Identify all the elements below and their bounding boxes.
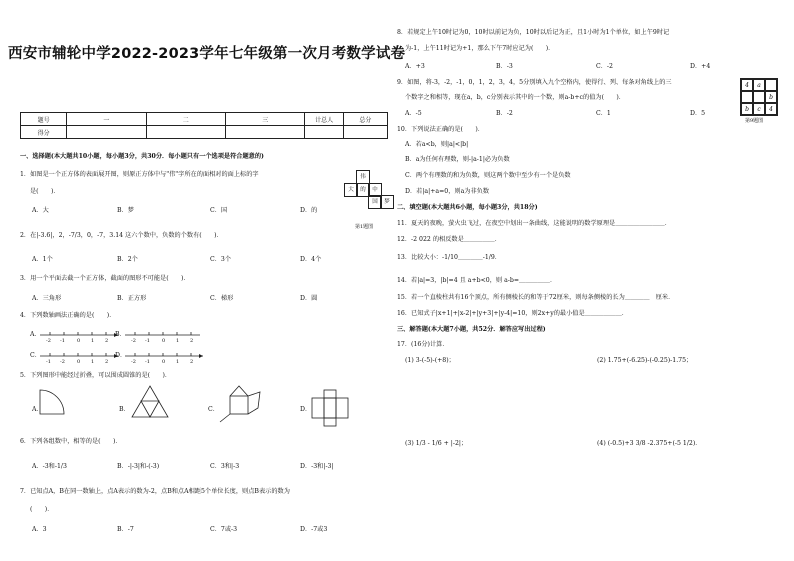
cone-net-figure	[218, 384, 268, 424]
score-header: 计总人	[305, 113, 343, 126]
q6-option-d[interactable]: D．-3和|-3|	[300, 463, 334, 470]
q10-stem: 10．下列说法正确的是( )．	[397, 126, 484, 133]
q3-option-a[interactable]: A．三角形	[32, 295, 62, 302]
q8-option-c[interactable]: C．-2	[596, 63, 613, 70]
q4-option-c[interactable]: C．	[30, 352, 41, 359]
grid-cell	[753, 91, 765, 103]
tick-label: 0	[77, 359, 81, 365]
q5-option-a[interactable]: A．	[32, 406, 43, 413]
q1-stem2: 是( )．	[30, 188, 60, 195]
score-header: 题号	[21, 113, 67, 126]
tick-label: -2	[131, 338, 136, 344]
tick-label: -1	[60, 338, 65, 344]
q2-option-b[interactable]: B．2个	[117, 256, 138, 263]
tick-label: -2	[46, 338, 51, 344]
score-header: 三	[226, 113, 305, 126]
cube-face: 梦	[380, 195, 394, 209]
magic-square-grid	[740, 78, 778, 116]
section1-heading: 一、选择题(本大题共10小题，每小题3分，共30分．每小题只有一个选项是符合题意的)	[20, 153, 264, 160]
sector-figure	[38, 388, 68, 418]
grid-cell: a	[753, 79, 765, 91]
q9-stem2: 个数字之和相等，现在a，b，c分别表示其中的一个数，则a-b+c的值为( )．	[405, 94, 625, 101]
q12: 12．-2 022 的相反数是＿＿＿＿＿．	[397, 236, 501, 243]
cube-face: 伟	[356, 170, 370, 184]
q5-option-b[interactable]: B．	[119, 406, 130, 413]
cube-face: 大	[344, 183, 358, 197]
cube-face: 中	[368, 183, 382, 197]
tick-label: 1	[176, 359, 180, 365]
prism-net-figure	[310, 388, 360, 428]
tick-label: -2	[131, 359, 136, 365]
grid-cell: b	[741, 103, 753, 115]
score-table	[20, 112, 388, 139]
q9-option-c[interactable]: C．1	[596, 110, 611, 117]
tick-label: 2	[105, 338, 109, 344]
score-cell[interactable]	[343, 126, 387, 139]
q9-option-b[interactable]: B．-2	[496, 110, 513, 117]
q7-stem2: ( )．	[30, 506, 54, 513]
q5-option-d[interactable]: D．	[300, 406, 312, 413]
q3-stem: 3．用一个平面去截一个正方体，截面的图形不可能是( )．	[20, 275, 190, 282]
q10-option-d[interactable]: D．若|a|+a=0，则a为非负数	[405, 188, 490, 195]
tick-label: 1	[91, 338, 95, 344]
q7-option-d[interactable]: D．-7或3	[300, 526, 328, 533]
q1-figure-caption: 第1题图	[355, 224, 374, 230]
q16: 16．已知式子|x+1|+|x-2|+|y+3|+|y-4|=10，则2x+y的最小值是＿＿＿＿＿＿．	[397, 310, 628, 317]
q1-option-c[interactable]: C．国	[210, 207, 228, 214]
score-cell[interactable]	[67, 126, 146, 139]
q5-stem: 5．下列图形中能经过折叠，可以围成圆锥的是( )．	[20, 372, 172, 379]
score-header: 总分	[343, 113, 387, 126]
tick-label: 0	[162, 359, 166, 365]
score-cell[interactable]	[226, 126, 305, 139]
q14: 14．若|a|=3，|b|=4 且 a+b<0，则 a-b=＿＿＿＿＿．	[397, 277, 557, 284]
q3-option-c[interactable]: C．梯形	[210, 295, 234, 302]
tick-label: 1	[176, 338, 180, 344]
q5-option-c[interactable]: C．	[208, 406, 219, 413]
score-cell[interactable]	[146, 126, 225, 139]
tick-label: -1	[145, 338, 150, 344]
q17-stem: 17．(16分)计算．	[397, 341, 449, 348]
q2-option-d[interactable]: D．4个	[300, 256, 322, 263]
q8-stem: 8．若规定上午10时记为0，10时以前记为负，10时以后记为正，且1小时为1个单位，如上午9时记	[397, 29, 670, 36]
q3-option-d[interactable]: D．圆	[300, 295, 318, 302]
q4-option-b[interactable]: B．	[115, 331, 126, 338]
q9-stem: 9．如图，将-3，-2，-1，0，1，2，3，4，5分别填入九个空格内，使得行、列、每条对角线上的三	[397, 79, 672, 86]
q10-option-c[interactable]: C．两个有理数的和为负数，则这两个数中至少有一个是负数	[405, 172, 571, 179]
q6-option-a[interactable]: A．-3和-1/3	[32, 463, 67, 470]
tick-label: -1	[46, 359, 51, 365]
score-cell[interactable]	[305, 126, 343, 139]
q8-stem2: 为-1，上午11时记为+1，那么下午7时应记为( )．	[405, 45, 555, 52]
q8-option-b[interactable]: B．-3	[496, 63, 513, 70]
cube-face: 的	[356, 183, 370, 197]
tick-label: -1	[145, 359, 150, 365]
grid-cell: b	[765, 91, 777, 103]
score-header: 二	[146, 113, 225, 126]
triangle-figure	[130, 385, 170, 419]
tick-label: 0	[162, 338, 166, 344]
q9-option-d[interactable]: D．5	[690, 110, 706, 117]
q7-option-b[interactable]: B．-7	[117, 526, 134, 533]
q17-part1: (1) 3-(-5)-(+8)；	[405, 357, 455, 364]
q6-option-c[interactable]: C．3和|-3	[210, 463, 240, 470]
q1-option-a[interactable]: A．大	[32, 207, 49, 214]
q17-part3: (3) 1/3 - 1/6 + |-2|；	[405, 440, 468, 447]
q17-part4: (4) (-0.5)+3 3/8 -2.375+(-5 1/2)．	[597, 440, 702, 447]
tick-label: 2	[190, 359, 194, 365]
q9-option-a[interactable]: A．-5	[405, 110, 422, 117]
tick-label: 2	[190, 338, 194, 344]
score-header: 一	[67, 113, 146, 126]
q4-option-d[interactable]: D．	[115, 352, 127, 359]
tick-label: -2	[60, 359, 65, 365]
tick-label: 0	[77, 338, 81, 344]
grid-cell: 4	[765, 103, 777, 115]
q1-stem: 1．如图是一个正方体的表面展开图，则原正方体中与"伟"字所在的面相对的面上标的字	[20, 171, 259, 178]
q2-option-c[interactable]: C．3个	[210, 256, 232, 263]
grid-cell: 4	[741, 79, 753, 91]
q8-option-a[interactable]: A．+3	[405, 63, 425, 70]
q8-option-d[interactable]: D．+4	[690, 63, 711, 70]
q2-option-a[interactable]: A．1个	[32, 256, 53, 263]
q3-option-b[interactable]: B．正方形	[117, 295, 147, 302]
grid-cell	[741, 91, 753, 103]
q7-stem: 7．已知点A，B在同一数轴上，点A表示的数为-2，点B和点A相距5个单位长度，则点B表示的数为	[20, 488, 290, 495]
q4-stem: 4．下列数轴画法正确的是( )．	[20, 312, 116, 319]
q13: 13．比较大小：-1/10＿＿＿＿-1/9．	[397, 254, 501, 261]
q11: 11．夏天的夜晚，萤火虫飞过，在夜空中划出一条曲线，这能说明的数学原理是＿＿＿＿＿＿＿＿．	[397, 220, 671, 227]
q1-option-d[interactable]: D．的	[300, 207, 318, 214]
grid-cell	[765, 79, 777, 91]
q1-option-b[interactable]: B．梦	[117, 207, 134, 214]
q17-part2: (2) 1.75+(-6.25)-(-0.25)-1.75；	[597, 357, 693, 364]
section3-heading: 三、解答题(本大题7小题，共52分．解答应写出过程)	[397, 326, 546, 333]
q9-figure-caption: 第9题图	[745, 118, 764, 124]
tick-label: 1	[91, 359, 95, 365]
cube-face: 国	[368, 195, 382, 209]
section2-heading: 二、填空题(本大题共6小题，每小题3分，共18分)	[397, 204, 538, 211]
q10-option-b[interactable]: B．a为任何有理数，则-|a-1|必为负数	[405, 156, 510, 163]
grid-cell: c	[753, 103, 765, 115]
q6-stem: 6．下列各组数中，相等的是( )．	[20, 438, 122, 445]
q15: 15．若一个直棱柱共有16个顶点，所有侧棱长的和等于72厘米，则每条侧棱的长为＿＿＿＿ 厘米．	[397, 294, 675, 301]
tick-label: 2	[105, 359, 109, 365]
q4-option-a[interactable]: A．	[30, 331, 41, 338]
q6-option-b[interactable]: B．-|-3|和-(-3)	[117, 463, 160, 470]
page-title: 西安市辅轮中学2022-2023学年七年级第一次月考数学试卷	[8, 46, 406, 62]
q7-option-a[interactable]: A．3	[32, 526, 47, 533]
score-row-label: 得分	[21, 126, 67, 139]
q10-option-a[interactable]: A．若a<b，则|a|<|b|	[405, 141, 469, 148]
q2-stem: 2．在|-3.6|，2，-7/3，0，-7，3.14 这六个数中，负数的个数有( )．	[20, 232, 223, 239]
q7-option-c[interactable]: C．7或-3	[210, 526, 238, 533]
